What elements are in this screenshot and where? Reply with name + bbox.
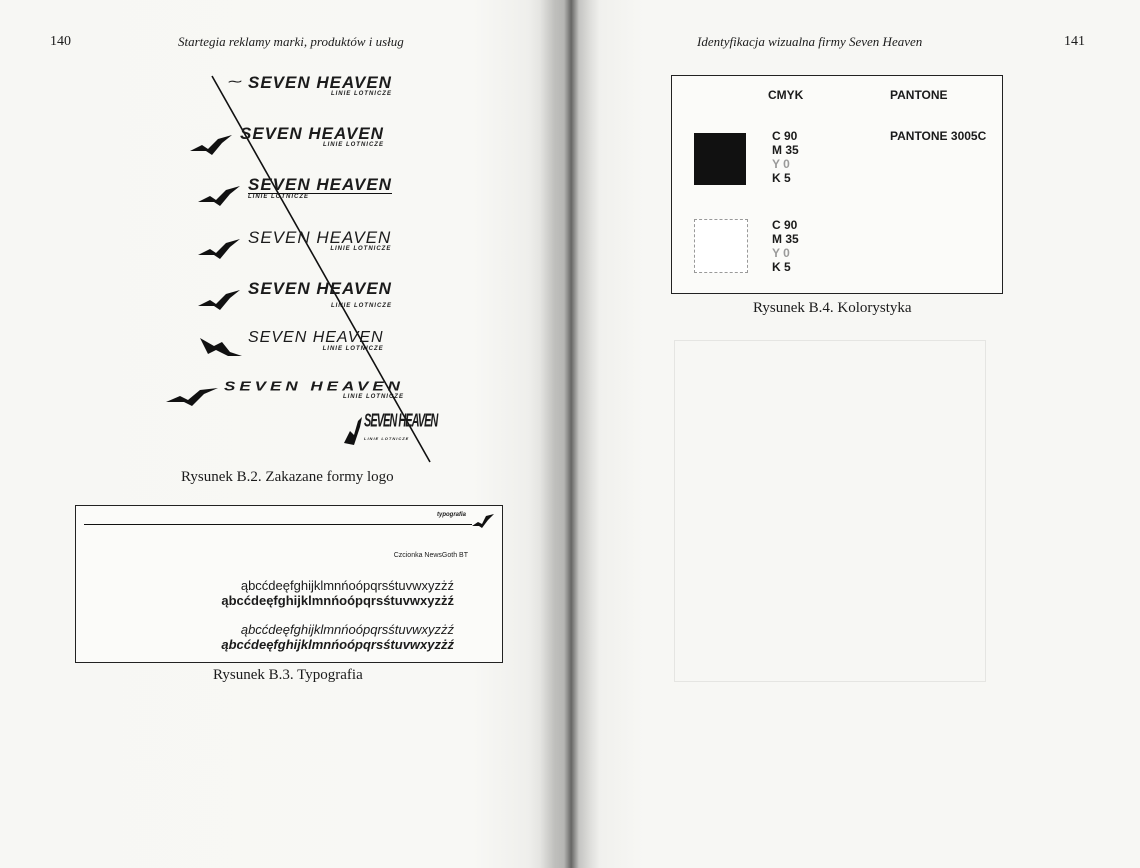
cmyk-m: M 35: [772, 232, 799, 246]
cmyk-k: K 5: [772, 171, 791, 185]
logo-text: SEVEN HEAVEN: [248, 329, 384, 346]
typography-sample-bold-italic: ąbcćdeęfghijklmnńoópqrsśtuvwxyzżź: [221, 637, 454, 652]
color-figure: [671, 75, 1003, 294]
logo-variant-5: [196, 280, 392, 314]
logo-subtext: LINIE LOTNICZE: [248, 193, 392, 200]
logo-text: SEVEN HEAVEN: [248, 73, 392, 92]
logo-subtext: LINIE LOTNICZE: [330, 91, 392, 97]
cmyk-values-2: [772, 218, 799, 274]
typography-sample-italic: ąbcćdeęfghijklmnńoópqrsśtuvwxyzżź: [240, 622, 454, 637]
cmyk-y: Y 0: [772, 246, 790, 260]
logo-variant-2: [188, 125, 384, 159]
bird-icon: [164, 380, 224, 408]
logo-text: SEVEN HEAVEN: [248, 175, 392, 194]
running-header-right: Identyfikacja wizualna firmy Seven Heaven: [697, 34, 923, 49]
figure-caption-b3: Rysunek B.3. Typografia: [213, 667, 363, 683]
cmyk-header: CMYK: [768, 88, 804, 102]
bleed-through-frame: [674, 340, 986, 682]
left-page: [0, 0, 556, 868]
bird-icon: [188, 125, 240, 159]
logo-subtext: LINIE LOTNICZE: [322, 346, 384, 352]
logo-subtext: LINIE LOTNICZE: [330, 246, 392, 252]
logo-text: SEVEN HEAVEN: [224, 379, 404, 394]
logo-variant-7: [164, 380, 404, 408]
logo-variant-6: [196, 330, 384, 364]
logo-subtext: LINIE LOTNICZE: [342, 394, 404, 400]
cmyk-c: C 90: [772, 218, 798, 232]
typography-sample-bold: ąbcćdeęfghijklmnńoópqrsśtuvwxyzżź: [221, 593, 454, 608]
page-number-right: 141: [1064, 34, 1085, 49]
cmyk-k: K 5: [772, 260, 791, 274]
bird-icon: [196, 229, 248, 263]
page-number-left: 140: [50, 34, 71, 49]
logo-subtext: LINIE LOTNICZE: [322, 142, 384, 148]
typography-sample-regular: ąbcćdeęfghijklmnńoópqrsśtuvwxyzżź: [240, 578, 454, 593]
logo-text: SEVEN HEAVEN: [248, 228, 392, 247]
logo-text: SEVEN HEAVEN: [240, 124, 384, 143]
bird-icon: [342, 413, 364, 447]
typography-figure: [75, 505, 503, 663]
logo-subtext: LINIE LOTNICZE: [364, 436, 410, 441]
figure-caption-b4: Rysunek B.4. Kolorystyka: [753, 300, 912, 316]
bird-icon: [470, 510, 496, 530]
cmyk-y: Y 0: [772, 157, 790, 171]
cmyk-m: M 35: [772, 143, 799, 157]
cmyk-c: C 90: [772, 129, 798, 143]
figure-caption-b2: Rysunek B.2. Zakazane formy logo: [181, 469, 394, 485]
logo-variant-1: [228, 74, 392, 97]
bird-icon: [196, 330, 248, 364]
color-swatch-white: [694, 219, 748, 273]
color-swatch-dark: [694, 133, 746, 185]
logo-text: SEVEN HEAVEN: [248, 279, 392, 298]
divider: [84, 524, 472, 525]
cmyk-values-1: [772, 129, 799, 185]
typography-label: typografia: [436, 512, 466, 518]
logo-variant-4: [196, 229, 391, 263]
pantone-value: PANTONE 3005C: [890, 129, 987, 143]
book-gutter: [540, 0, 600, 868]
logo-subtext: LINIE LOTNICZE: [330, 303, 392, 309]
logo-text: SEVEN HEAVEN: [364, 411, 438, 432]
running-header-left: Startegia reklamy marki, produktów i usług: [178, 34, 404, 49]
logo-variant-8: [342, 411, 438, 447]
bird-icon: [196, 176, 248, 210]
logo-variant-3: [196, 176, 392, 210]
bird-icon: [196, 280, 248, 314]
bird-icon: ⁓: [228, 75, 242, 90]
font-caption: Czcionka NewsGoth BT: [393, 552, 468, 559]
pantone-header: PANTONE: [890, 88, 948, 102]
